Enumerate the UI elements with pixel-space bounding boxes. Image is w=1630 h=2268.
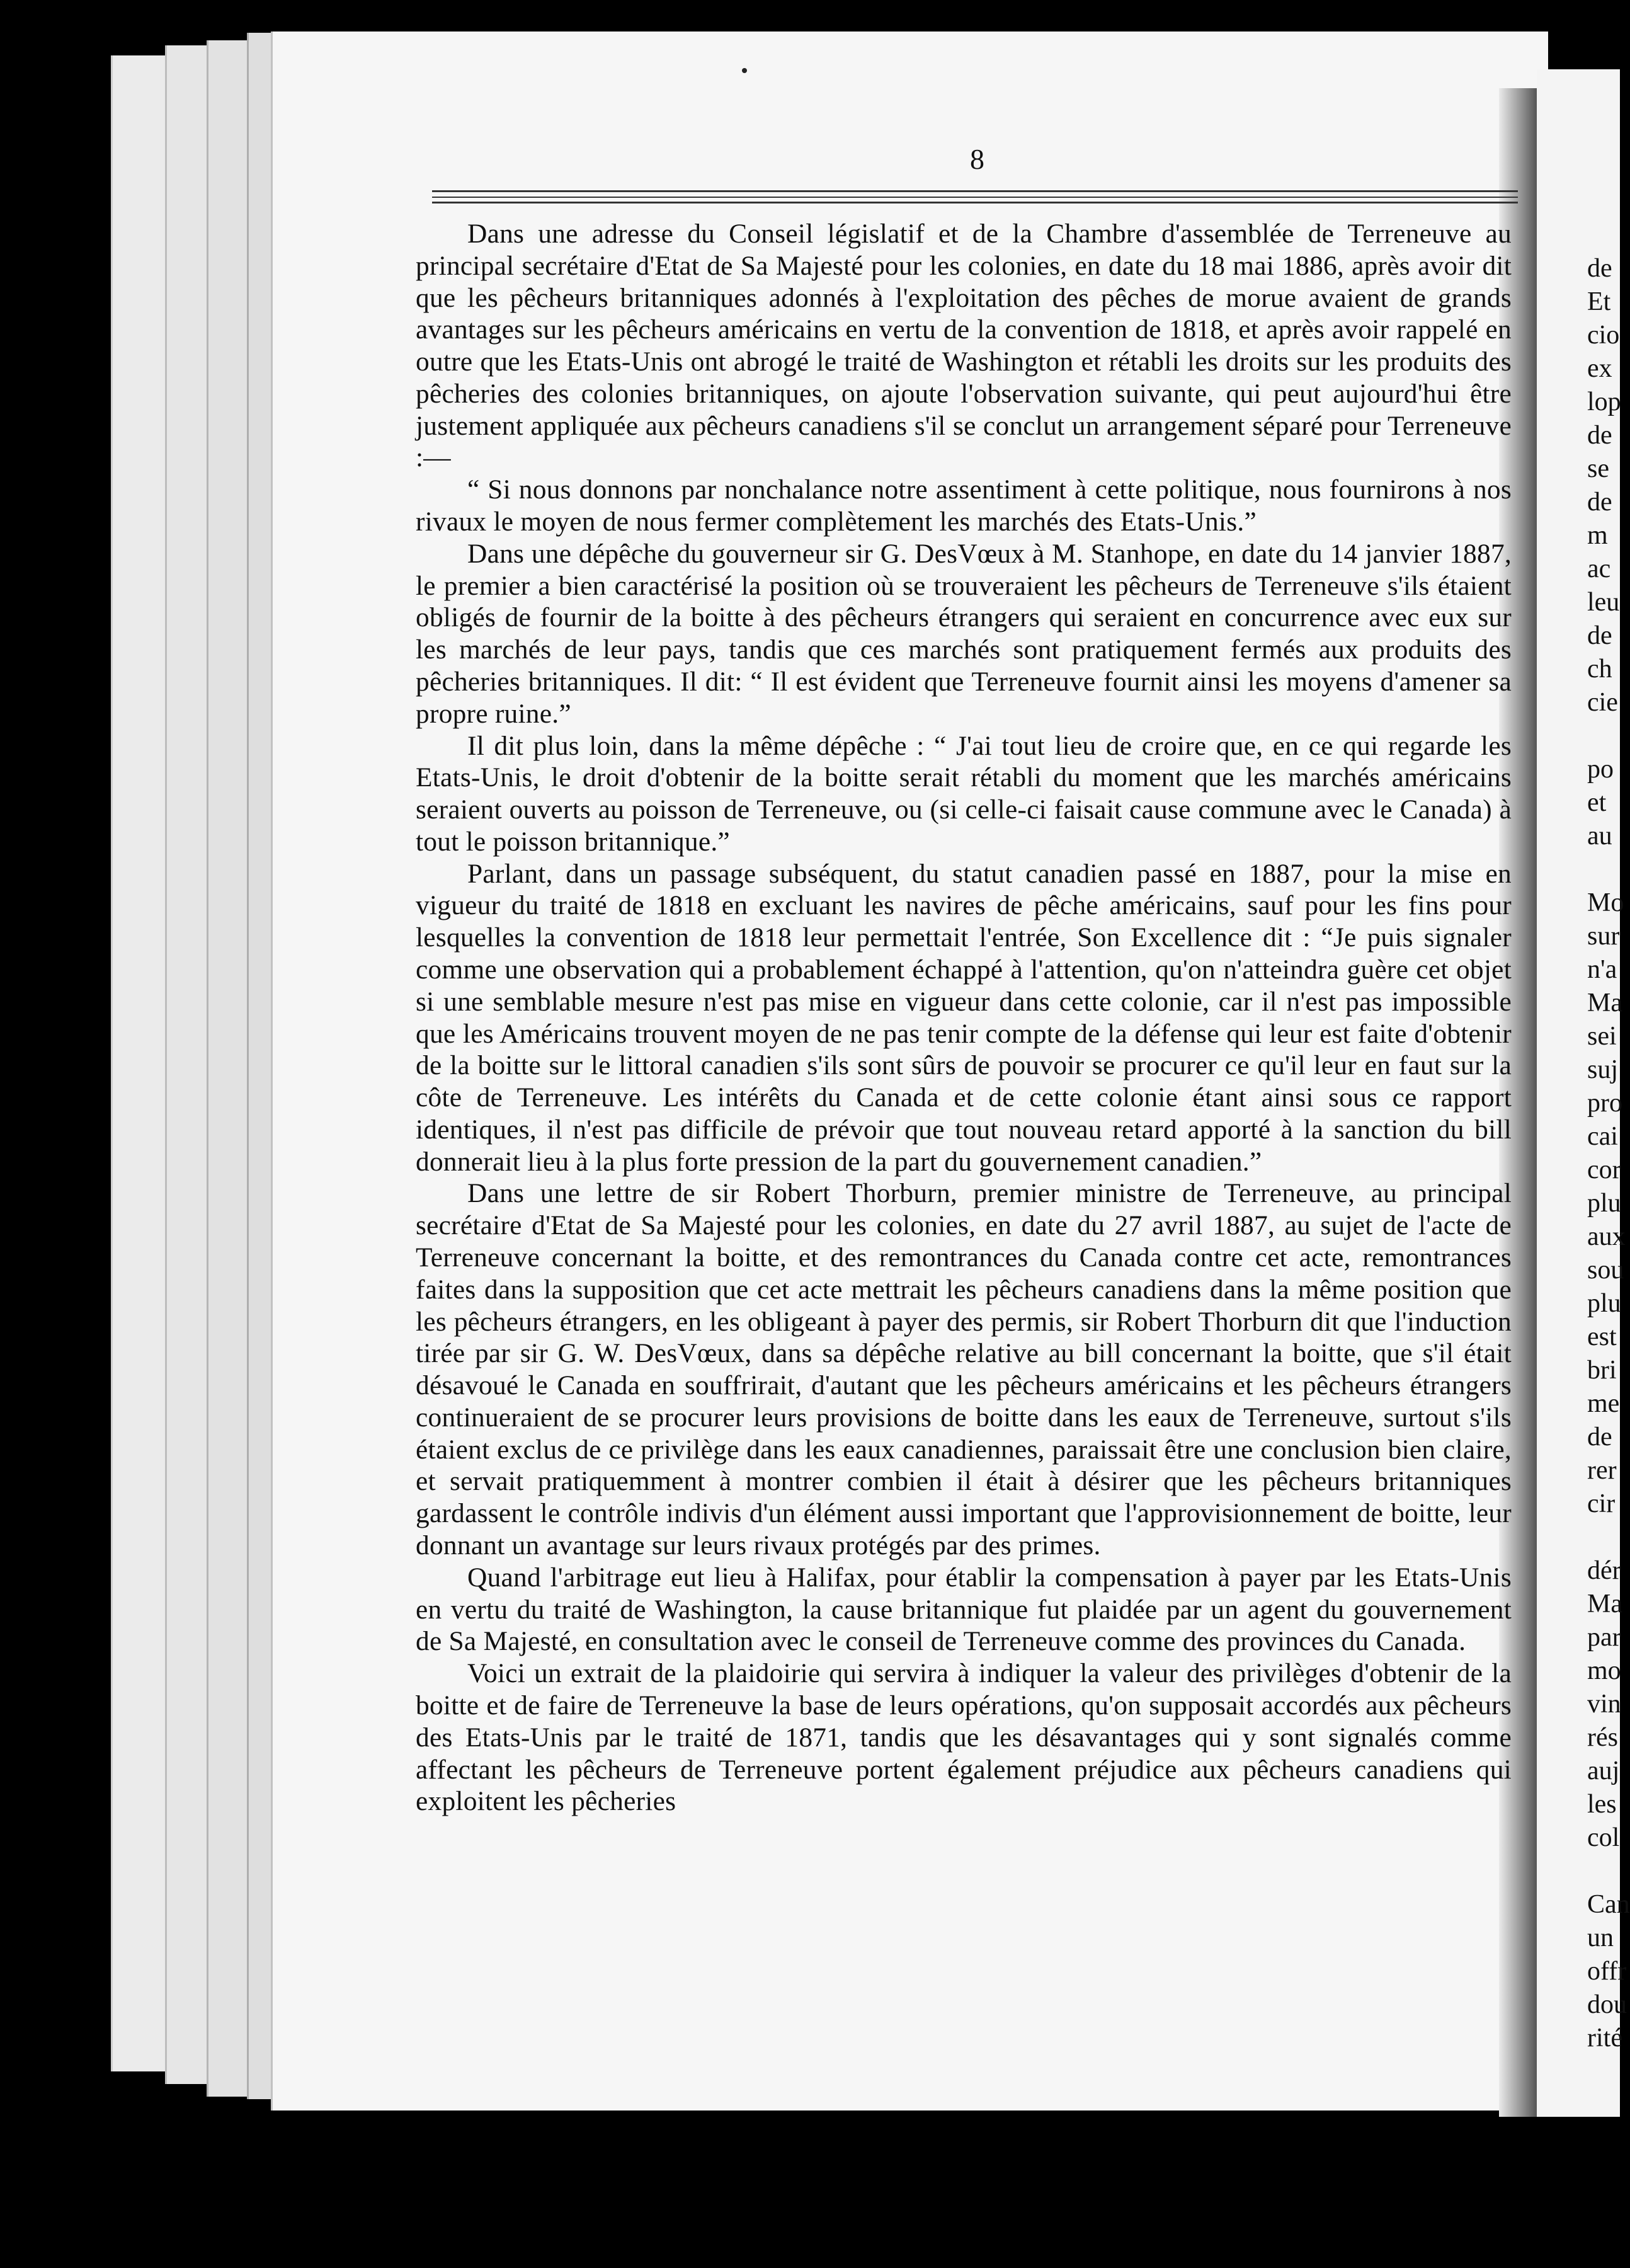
facing-page-fragment: col <box>1587 1823 1620 1852</box>
paragraph: Dans une adresse du Conseil législatif et de la Chambre d'assemblée de Terreneuve au principal secrétaire d'Etat de Sa Majesté pour les colonies, en date du 18 mai 1886, après avoir dit que les pêcheurs britanniques adonnés à l'exploitation des pêches de morue avaient de grands avantages sur les pêcheurs américains en vertu de la convention de 1818, et après avoir rappelé en outre que les Etats-Unis ont abrogé le traité de Washington et rétabli les droits sur les produits des pêcheries des colonies britanniques, on ajoute l'observation suivante, qui peut aujourd'hui être justement appliquée aux pêcheurs canadiens s'il se conclut un arrangement séparé pour Terreneuve :— <box>416 219 1512 473</box>
facing-page-fragment: de <box>1587 254 1612 283</box>
facing-page-fragment: est <box>1587 1322 1617 1351</box>
facing-page-fragment: de <box>1587 621 1612 650</box>
paragraph: Parlant, dans un passage subséquent, du statut canadien passé en 1887, pour la mise en vigueur du traité de 1818 en excluant les navires de pêche américains, sauf pour les fins pour lesquelles la convention de 1818 leur permettait l'entrée, Son Excellence dit : “Je puis signaler comme une observation qui a probablement échappé à l'attention, qu'on n'atteindra guère cet objet si une semblable mesure n'est pas mise en vigueur dans cette colonie, car il n'est pas impossible que les Américains trouvent moyen de ne pas tenir compte de la défense qui leur est faite d'obtenir de la boitte sur le littoral canadien s'ils sont sûrs de pouvoir se procurer ce qu'il leur en faut sur la côte de Terreneuve. Les intérêts du Canada et de cette colonie étant ainsi sous ce rapport identiques, il n'est pas difficile de prévoir que tout nouveau retard apporté à la sanction du bill donnerait lieu à la plus forte pression de la part du gouvernement canadien.” <box>416 858 1512 1177</box>
facing-page-fragment: rés <box>1587 1723 1618 1752</box>
facing-page-fragment: cor <box>1587 1155 1621 1184</box>
facing-page-fragment: vin <box>1587 1690 1621 1719</box>
facing-page-fragment: lop <box>1587 387 1621 416</box>
facing-page-fragment: rité <box>1587 2024 1622 2053</box>
header-rule <box>432 190 1518 192</box>
facing-page-fragment: au <box>1587 822 1612 850</box>
facing-page-fragment: un <box>1587 1923 1614 1952</box>
facing-page-fragment: cir <box>1587 1489 1616 1518</box>
facing-page-fragment: Et <box>1587 287 1611 316</box>
facing-page-fragment <box>1587 1521 1620 1554</box>
facing-page-fragment: po <box>1587 755 1614 784</box>
facing-page-fragment: par <box>1587 1623 1621 1652</box>
facing-page-fragment: bri <box>1587 1356 1617 1385</box>
facing-page-fragment: m <box>1587 521 1608 550</box>
facing-page-fragment: ac <box>1587 554 1611 583</box>
facing-page-fragment: Can <box>1587 1890 1630 1919</box>
facing-page-fragment: cie <box>1587 688 1618 717</box>
facing-page-fragment: se <box>1587 454 1609 483</box>
facing-page-fragment: et <box>1587 788 1607 817</box>
facing-page-fragment: dér <box>1587 1556 1621 1585</box>
facing-page-fragment: dou <box>1587 1990 1627 2019</box>
facing-page-fragment: rer <box>1587 1456 1617 1485</box>
facing-page-fragment: sur <box>1587 922 1620 951</box>
paragraph: Dans une dépêche du gouverneur sir G. DesVœux à M. Stanhope, en date du 14 janvier 1887, le premier a bien caractérisé la position où se trouveraient les pêcheurs de Terreneuve s'ils étaient obligés de fournir de la boitte à des pêcheurs étrangers qui seraient en concurrence avec eux sur les marchés de leur pays, tandis que ces marchés sont pratiquement fermés aux produits des pêcheries britanniques. Il dit: “ Il est évident que Terreneuve fournit ainsi les moyens d'amener sa propre ruine.” <box>416 538 1512 729</box>
facing-page-fragment: plu <box>1587 1189 1621 1218</box>
paragraph: “ Si nous donnons par nonchalance notre assentiment à cette politique, nous fournirons à nos rivaux le moyen de nous fermer complètement les marchés des Etats-Unis.” <box>416 474 1512 537</box>
header-rule <box>432 197 1518 198</box>
facing-page-fragment: plu <box>1587 1289 1621 1318</box>
facing-page-fragment: cai <box>1587 1122 1618 1151</box>
facing-page-fragment: de <box>1587 1423 1612 1452</box>
facing-page-fragment: leu <box>1587 588 1620 617</box>
body-text <box>416 218 1512 1818</box>
facing-page-fragment: sou <box>1587 1256 1624 1285</box>
paragraph: Quand l'arbitrage eut lieu à Halifax, pour établir la compensation à payer par les Etats-Unis en vertu du traité de Washington, la cause britannique fut plaidée par un agent du gouvernement de Sa Majesté, en consultation avec le conseil de Terreneuve comme des provinces du Canada. <box>416 1562 1512 1657</box>
paragraph: Voici un extrait de la plaidoirie qui servira à indiquer la valeur des privilèges d'obtenir de la boitte et de faire de Terreneuve la base de leurs opérations, qu'on supposait accordés aux pêcheurs des Etats-Unis par le traité de 1871, tandis que les désavantages qui y sont signalés comme affectant les pêcheurs de Terreneuve portent également préjudice aux pêcheurs canadiens qui exploitent les pêcheries <box>416 1658 1512 1817</box>
facing-page-fragment: suj <box>1587 1055 1619 1084</box>
facing-page-fragment: aux <box>1587 1222 1626 1251</box>
facing-page-fragment: ch <box>1587 655 1612 684</box>
facing-page-fragment: offr <box>1587 1957 1627 1986</box>
facing-page-fragment: de <box>1587 421 1612 450</box>
page-number: 8 <box>970 143 984 175</box>
facing-page-fragment <box>1587 719 1620 753</box>
facing-page-fragment: sei <box>1587 1022 1617 1051</box>
facing-page-fragment: me <box>1587 1389 1620 1418</box>
facing-page-fragment: cio <box>1587 321 1620 350</box>
facing-page-fragment: de <box>1587 488 1612 517</box>
facing-page-fragment: les <box>1587 1790 1617 1819</box>
facing-page-fragment <box>1587 1855 1620 1888</box>
paragraph: Dans une lettre de sir Robert Thorburn, premier ministre de Terreneuve, au principal secrétaire d'Etat de Sa Majesté pour les colonies, en date du 27 avril 1887, au sujet de l'acte de Terreneuve concernant la boitte, et des remontrances du Canada contre cet acte, remontrances faites dans la supposition que cet acte mettrait les pêcheurs canadiens dans la même position que les pêcheurs étrangers, en les obligeant à payer des permis, sir Robert Thorburn dit que l'induction tirée par sir G. W. DesVœux, dans sa dépêche relative au bill concernant la boitte, que s'il était désavoué le Canada en souffrirait, d'autant que les pêcheurs américains et les pêcheurs étrangers continueraient de se procurer leurs provisions de boitte dans les eaux de Terreneuve, surtout s'ils étaient exclus de ce privilège dans les eaux canadiennes, paraissait être une conclusion bien claire, et servait pratiquemment à montrer combien il était à désirer que les pêcheurs britanniques gardassent le contrôle indivis d'un élément aussi important que l'approvisionnement de boitte, leur donnant un avantage sur leurs rivaux protégés par des primes. <box>416 1178 1512 1561</box>
facing-page-fragment: pro <box>1587 1089 1622 1118</box>
facing-page-fragment: n'a <box>1587 955 1617 984</box>
facing-page-fragment: Ma <box>1587 988 1622 1017</box>
facing-page-fragment: Mo <box>1587 888 1624 917</box>
paragraph: Il dit plus loin, dans la même dépêche : “ J'ai tout lieu de croire que, en ce qui regarde les Etats-Unis, le droit d'obtenir de la boitte serait rétabli du moment que les marchés américains seraient ouverts au poisson de Terreneuve, ou (si celle-ci faisait cause commune avec le Canada) à tout le poisson britannique.” <box>416 730 1512 857</box>
facing-page-fragment: ex <box>1587 354 1612 383</box>
facing-page-fragment: Ma <box>1587 1589 1622 1618</box>
facing-page-fragment <box>1587 853 1620 886</box>
facing-page-text <box>1587 252 1630 2055</box>
print-speck <box>742 68 747 73</box>
facing-page-fragment: mo <box>1587 1656 1621 1685</box>
header-rule <box>432 202 1518 203</box>
facing-page-fragment: auj <box>1587 1756 1620 1785</box>
